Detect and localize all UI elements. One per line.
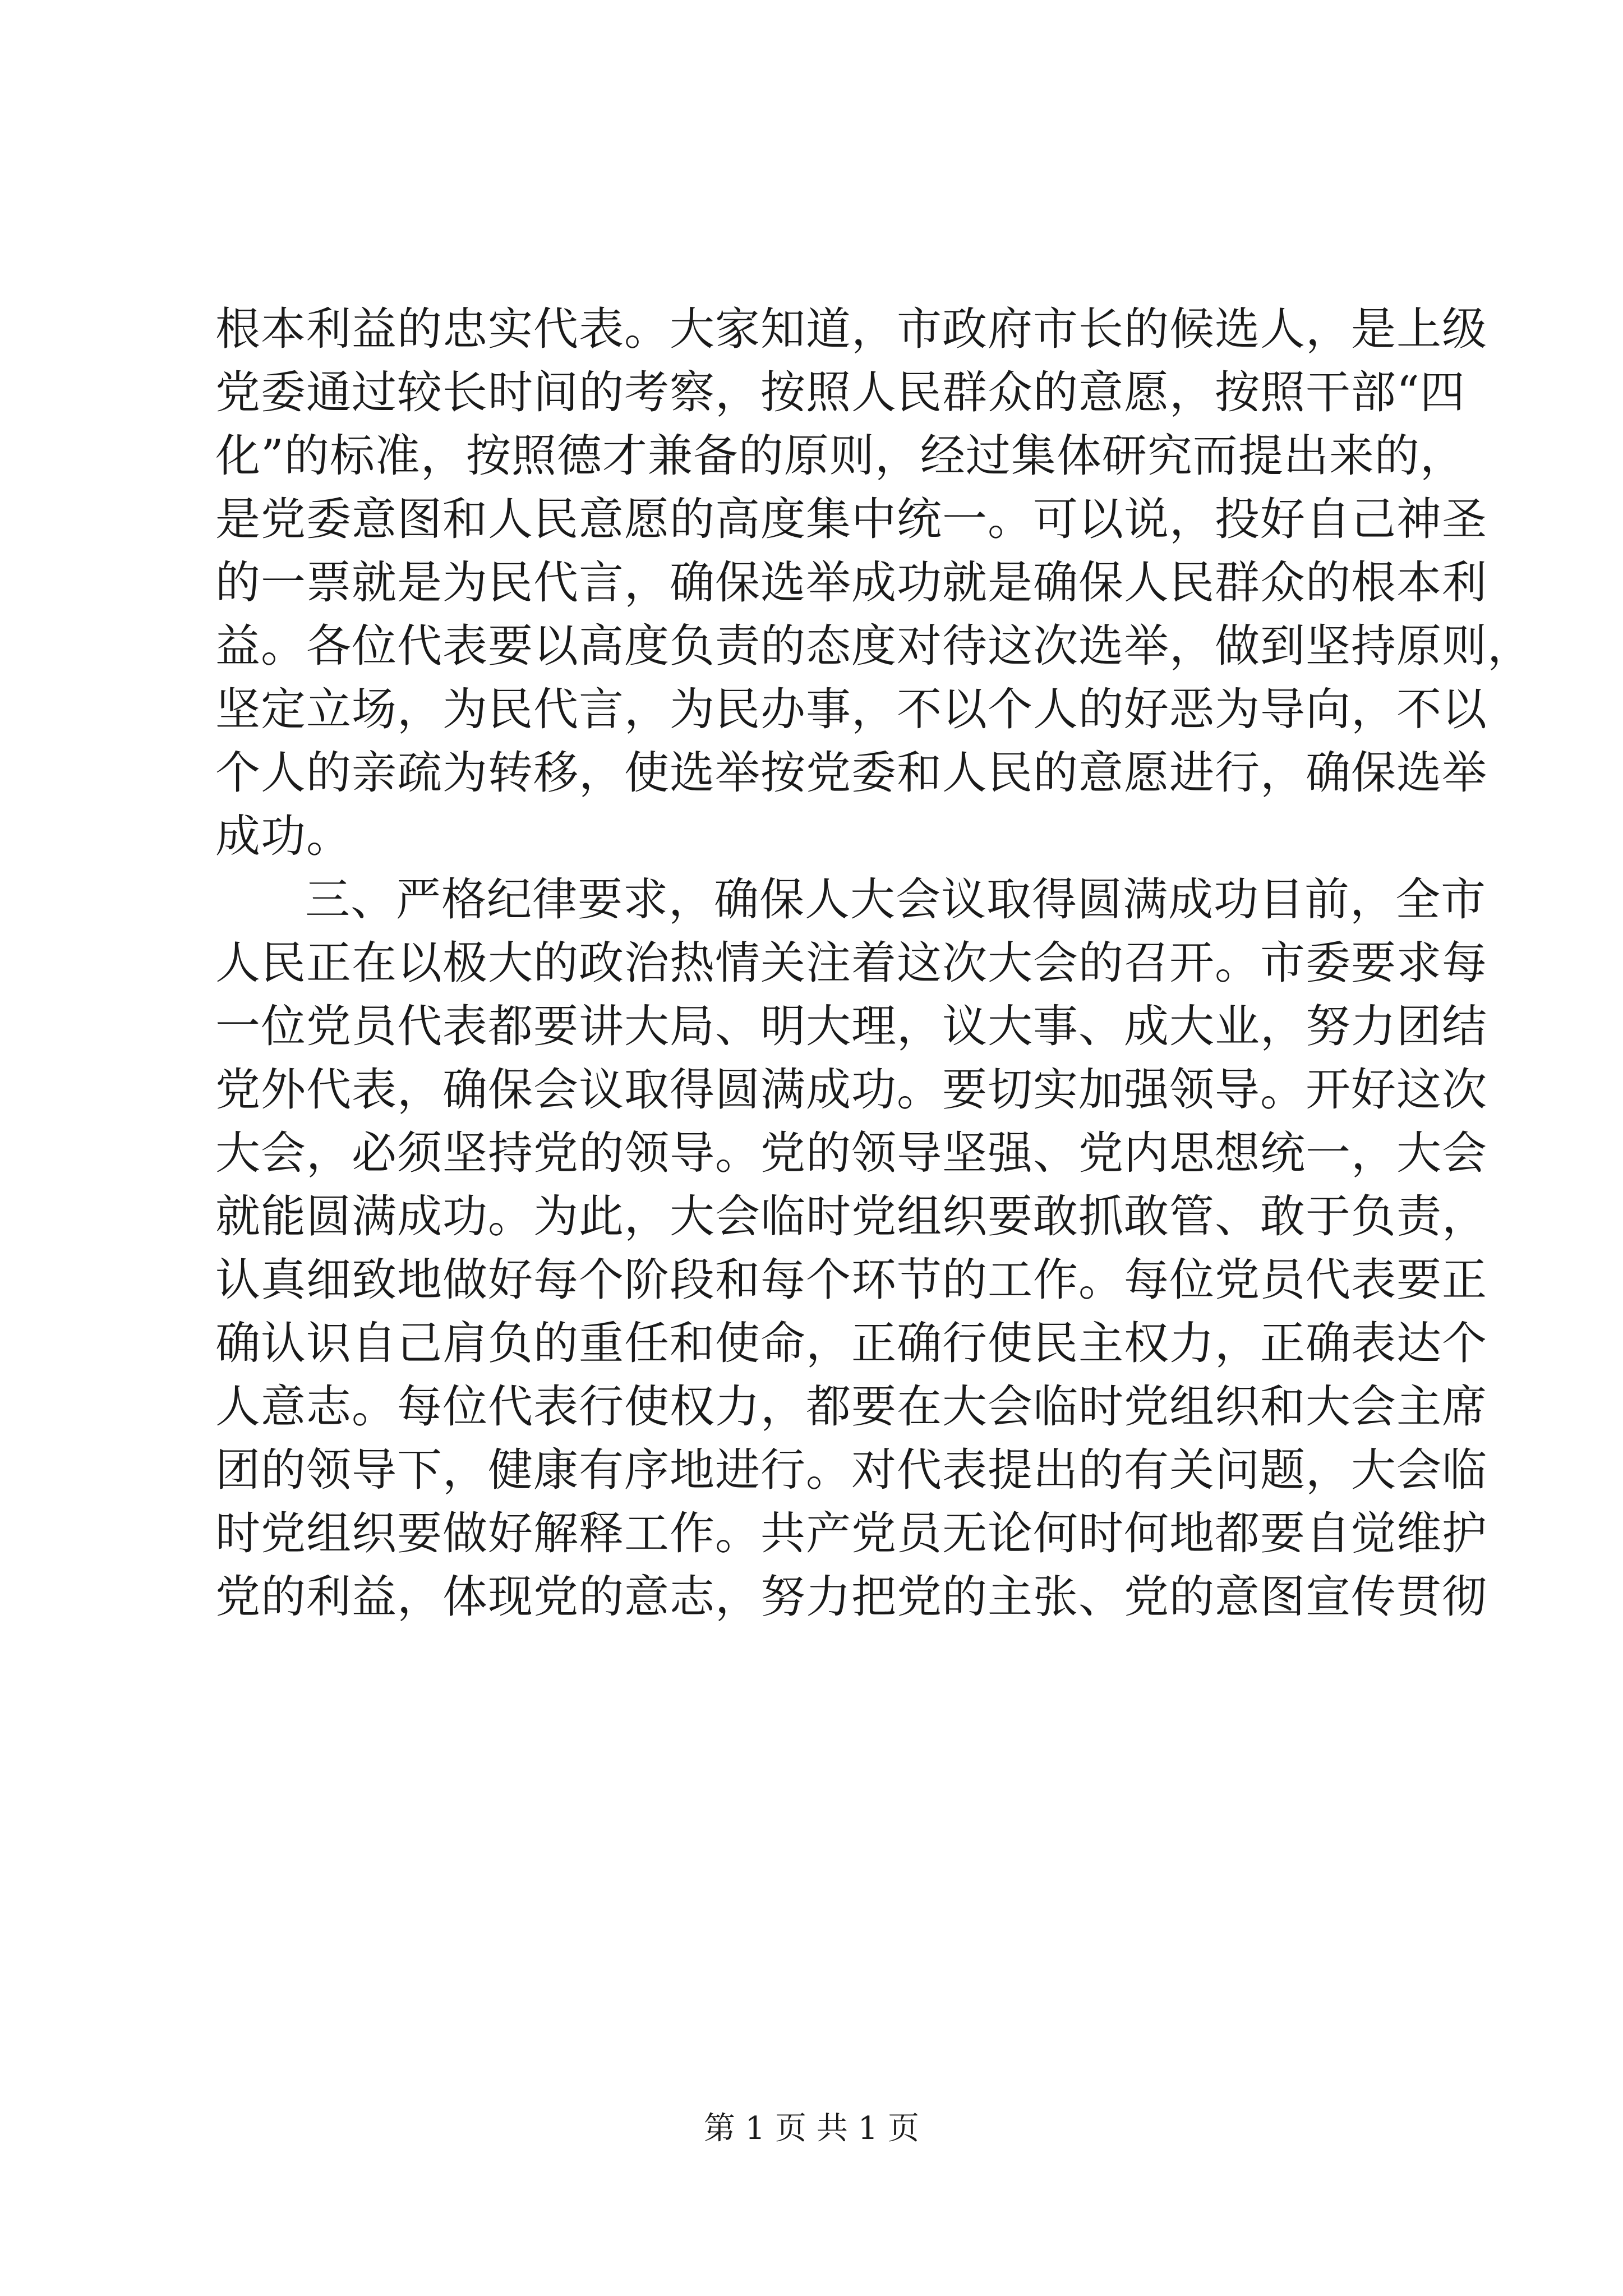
text-line-11: 人民正在以极大的政治热情关注着这次大会的召开。市委要求每	[215, 937, 1487, 989]
text-line-16: 认真细致地做好每个阶段和每个环节的工作。每位党员代表要正	[215, 1254, 1487, 1306]
text-line-18: 人意志。每位代表行使权力，都要在大会临时党组织和大会主席	[215, 1381, 1487, 1433]
text-line-3: 化”的标准，按照德才兼备的原则，经过集体研究而提出来的，	[215, 430, 1465, 482]
text-line-1: 根本利益的忠实代表。大家知道，市政府市长的候选人，是上级	[215, 303, 1487, 355]
text-line-5: 的一票就是为民代言，确保选举成功就是确保人民群众的根本利	[215, 556, 1487, 609]
text-line-12: 一位党员代表都要讲大局、明大理，议大事、成大业，努力团结	[215, 1000, 1487, 1052]
text-line-21: 党的利益，体现党的意志，努力把党的主张、党的意图宣传贯彻	[215, 1571, 1487, 1623]
text-line-20: 时党组织要做好解释工作。共产党员无论何时何地都要自觉维护	[215, 1507, 1487, 1559]
text-line-8: 个人的亲疏为转移，使选举按党委和人民的意愿进行，确保选举	[215, 747, 1487, 799]
text-line-6: 益。各位代表要以高度负责的态度对待这次选举，做到坚持原则，	[215, 620, 1533, 672]
text-line-15: 就能圆满成功。为此，大会临时党组织要敢抓敢管、敢于负责，	[215, 1190, 1487, 1243]
text-line-2: 党委通过较长时间的考察，按照人民群众的意愿，按照干部“四	[215, 366, 1465, 418]
page-number-label: 第 1 页 共 1 页	[703, 2110, 920, 2147]
text-line-19: 团的领导下，健康有序地进行。对代表提出的有关问题，大会临	[215, 1444, 1487, 1496]
text-line-14: 大会，必须坚持党的领导。党的领导坚强、党内思想统一，大会	[215, 1127, 1487, 1179]
text-line-17: 确认识自己肩负的重任和使命，正确行使民主权力，正确表达个	[215, 1317, 1487, 1369]
text-line-4: 是党委意图和人民意愿的高度集中统一。可以说，投好自己神圣	[215, 493, 1487, 545]
page-footer	[0, 2104, 1623, 2148]
body-text	[215, 297, 1533, 1628]
text-line-7: 坚定立场，为民代言，为民办事，不以个人的好恶为导向，不以	[215, 683, 1487, 735]
paragraph-heading-line: 三、严格纪律要求，确保人大会议取得圆满成功目前，全市	[305, 873, 1486, 926]
text-line-9: 成功。	[215, 810, 352, 862]
text-line-13: 党外代表，确保会议取得圆满成功。要切实加强领导。开好这次	[215, 1064, 1487, 1116]
